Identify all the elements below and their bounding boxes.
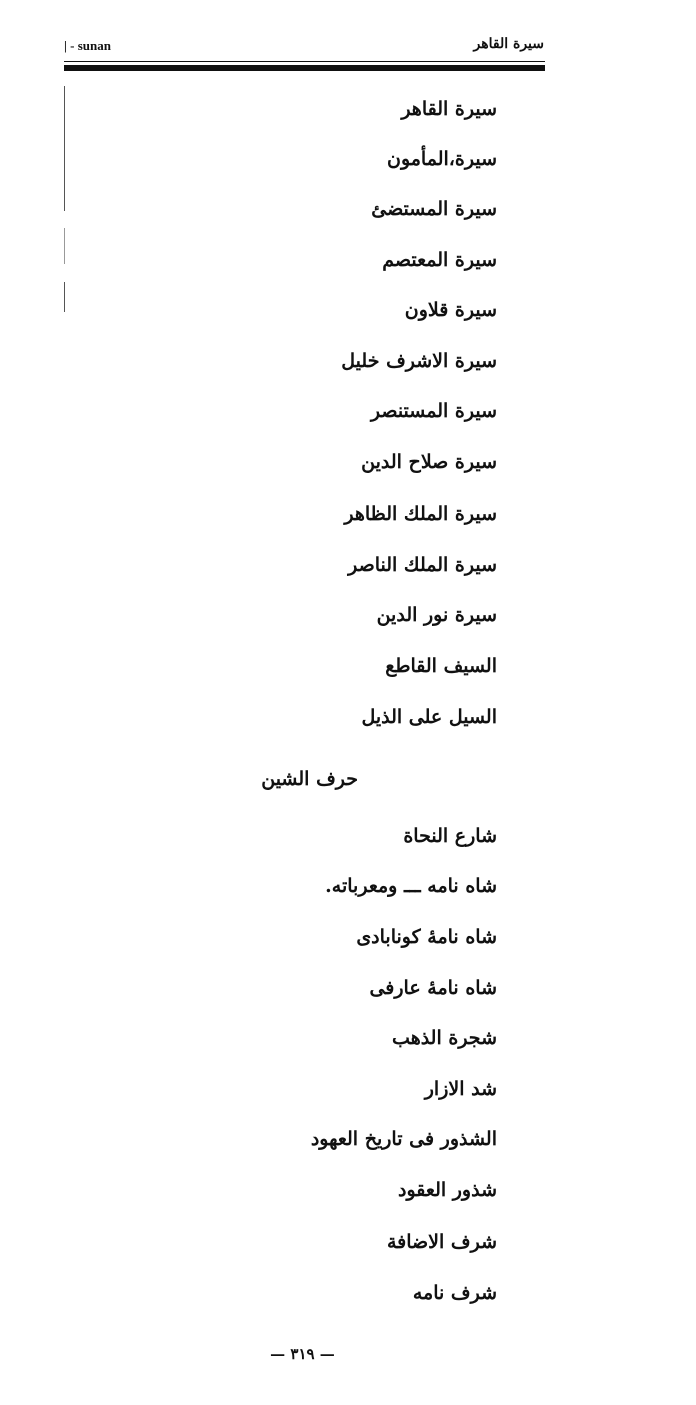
list-item: السيف القاطع — [385, 655, 497, 677]
list-item: شد الازار — [424, 1078, 497, 1100]
list-item: سيرة،المأمون — [386, 148, 497, 170]
list-item: سيرة القاهر — [401, 98, 497, 120]
list-item: سيرة قلاون — [404, 299, 497, 321]
list-item: السيل على الذيل — [361, 706, 497, 728]
list-item: شارع النحاة — [403, 825, 497, 847]
list-item: سيرة الاشرف خليل — [341, 350, 497, 372]
list-item: شاه نامهٔ عارفى — [369, 977, 497, 999]
list-item: شاه نامه ـــ ومعرباته. — [325, 875, 497, 897]
list-item: شرف الاضافة — [386, 1231, 497, 1253]
header-left-text: | - sunan — [64, 38, 111, 53]
section-heading: حرف الشين — [261, 768, 358, 790]
list-item: سيرة الملك الناصر — [348, 554, 497, 576]
list-item: سيرة المعتصم — [382, 249, 497, 271]
list-item: شرف نامه — [412, 1282, 497, 1304]
list-item: سيرة نور الدين — [376, 604, 497, 626]
list-item: شجرة الذهب — [392, 1027, 497, 1049]
list-item: شاه نامهٔ كونابادى — [356, 926, 497, 948]
list-item: سيرة المستنصر — [370, 400, 497, 422]
page-number: — ٣١٩ — — [270, 1345, 335, 1363]
list-item: سيرة صلاح الدين — [361, 451, 497, 473]
list-item: شذور العقود — [398, 1179, 497, 1201]
list-item: سيرة المستضئ — [371, 198, 497, 220]
list-item: الشذور فى تاريخ العهود — [310, 1128, 497, 1150]
running-head-title: سيرة القاهر — [473, 36, 544, 52]
list-item: سيرة الملك الظاهر — [344, 503, 497, 525]
